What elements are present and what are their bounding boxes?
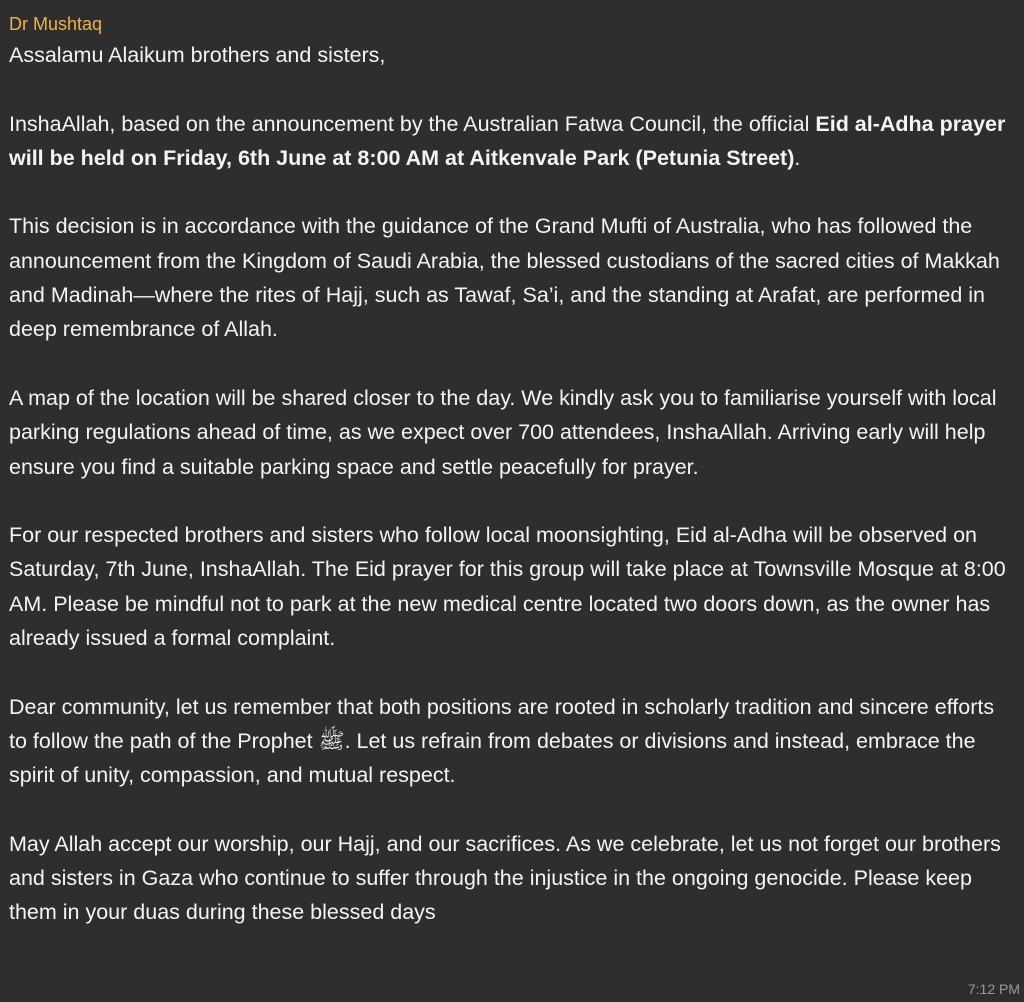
moonsighting-paragraph: For our respected brothers and sisters who follow local moonsighting, Eid al-Adha will be observed on Saturday, 7th June, InshaAllah. The Eid prayer for this group will take place at Townsville Mosque at 8:00 AM. Please be mindful not to park at the new medical centre located two doors down, as the owner has already issued a formal complaint.: [9, 523, 1006, 651]
decision-paragraph: This decision is in accordance with the guidance of the Grand Mufti of Australia, who has followed the announcement from the Kingdom of Saudi Arabia, the blessed custodians of the sacred cities of Makkah and Madinah—where the rites of Hajj, such as Tawaf, Sa’i, and the standing at Arafat, are performed in deep remembrance of Allah.: [9, 214, 1000, 342]
sender-name[interactable]: Dr Mushtaq: [9, 14, 103, 34]
announcement-end: .: [794, 145, 801, 170]
announcement-text: InshaAllah, based on the announcement by the Australian Fatwa Council, the official: [9, 111, 816, 136]
announcement-paragraph: [9, 107, 1008, 176]
message-body: [9, 38, 1008, 930]
announcement-bold-text: Eid al-Adha prayer will be held on Friday, 6th June at 8:00 AM at Aitkenvale Park (Petunia Street): [9, 111, 1006, 170]
unity-paragraph: Dear community, let us remember that both positions are rooted in scholarly tradition and sincere efforts to follow the path of the Prophet ﷺ. Let us refrain from debates or divisions and instead, embrace the spirit of unity, compassion, and mutual respect.: [9, 694, 995, 788]
parking-paragraph: A map of the location will be shared closer to the day. We kindly ask you to familiarise yourself with local parking regulations ahead of time, as we expect over 700 attendees, InshaAllah. Arriving early will help ensure you find a suitable parking space and settle peacefully for prayer.: [9, 385, 997, 479]
greeting-paragraph: Assalamu Alaikum brothers and sisters,: [9, 43, 386, 67]
closing-paragraph: May Allah accept our worship, our Hajj, and our sacrifices. As we celebrate, let us not forget our brothers and sisters in Gaza who continue to suffer through the injustice in the ongoing genocide. Please keep them in your duas during these blessed days: [9, 831, 1001, 925]
message-timestamp: 7:12 PM: [967, 981, 1020, 997]
